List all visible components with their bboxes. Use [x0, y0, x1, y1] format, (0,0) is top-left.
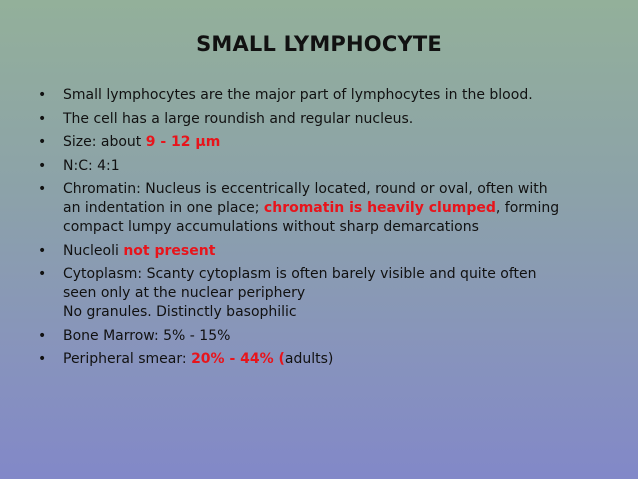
highlight-chromatin: chromatin is heavily clumped [263, 200, 496, 216]
bullet-text: , forming [495, 200, 560, 216]
bullet-list [38, 86, 598, 374]
bullet-icon: • [38, 181, 47, 197]
bullet-icon: • [38, 134, 47, 150]
bullet-item-nc-ratio [38, 157, 598, 176]
bullet-item-bone-marrow [38, 327, 598, 346]
bullet-text: N:C: 4:1 [63, 157, 120, 174]
bullet-icon: • [38, 157, 47, 174]
bullet-item-size [38, 133, 598, 152]
bullet-text: an indentation in one place; [63, 200, 264, 216]
bullet-icon: • [38, 351, 47, 367]
bullet-item-major-part [38, 86, 598, 105]
bullet-text: Peripheral smear: [63, 351, 192, 367]
bullet-icon: • [38, 327, 47, 344]
bullet-text-line: seen only at the nuclear periphery [63, 285, 306, 301]
bullet-text-line [63, 199, 598, 218]
bullet-item-peripheral-smear [38, 350, 598, 369]
bullet-text: The cell has a large roundish and regular nucleus. [63, 110, 414, 127]
bullet-icon: • [38, 242, 47, 259]
bullet-icon: • [38, 266, 47, 282]
bullet-item-nucleoli [38, 242, 598, 261]
bullet-text-line: Cytoplasm: Scanty cytoplasm is often barely visible and quite often [63, 266, 537, 282]
slide-title: SMALL LYMPHOCYTE [196, 32, 442, 56]
bullet-text: Small lymphocytes are the major part of lymphocytes in the blood. [63, 87, 533, 103]
bullet-item-chromatin [38, 180, 598, 237]
bullet-icon: • [38, 87, 47, 103]
bullet-text: Nucleoli [63, 242, 124, 259]
bullet-text: adults) [284, 351, 334, 367]
highlight-peripheral-smear: 20% - 44% ( [191, 351, 285, 367]
bullet-text: Bone Marrow: 5% - 15% [63, 327, 231, 344]
bullet-item-cytoplasm [38, 265, 598, 322]
bullet-text-line: No granules. Distinctly basophilic [63, 304, 297, 320]
highlight-size: 9 - 12 µm [145, 134, 221, 150]
bullet-text-line: compact lumpy accumulations without sharp demarcations [63, 219, 479, 235]
bullet-icon: • [38, 110, 47, 127]
bullet-text-line: Chromatin: Nucleus is eccentrically located, round or oval, often with [63, 181, 548, 197]
highlight-nucleoli: not present [123, 242, 216, 259]
bullet-text: Size: about [63, 134, 146, 150]
bullet-item-nucleus [38, 110, 598, 129]
